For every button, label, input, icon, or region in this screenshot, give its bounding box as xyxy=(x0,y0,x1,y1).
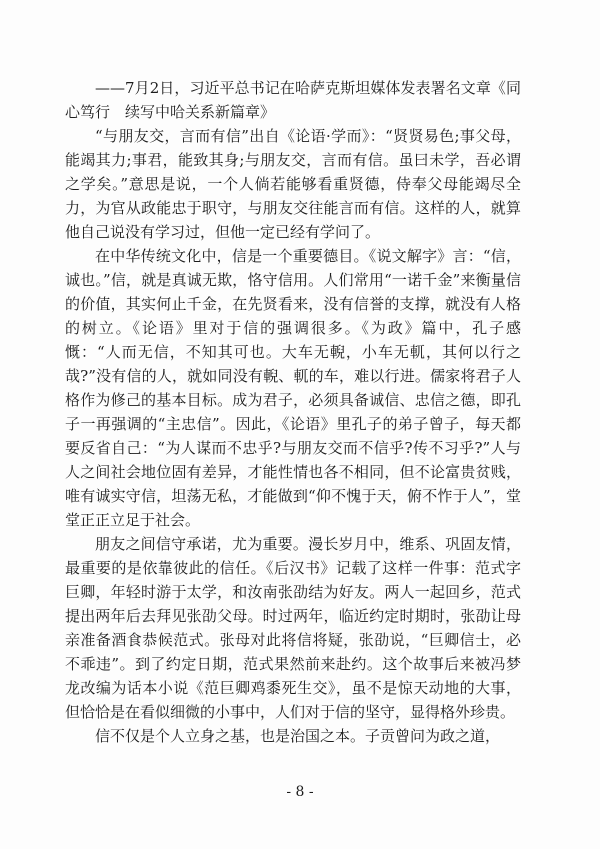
paragraph: “与朋友交，言而有信”出自《论语·学而》：“贤贤易色;事父母，能竭其力;事君，能致其身;与朋友交，言而有信。虽曰未学，吾必谓之学矣。”意思是说，一个人倘若能够看重贤德，侍奉父母能竭尽全力，为官从政能忠于职守，与朋友交往能言而有信。这样的人，就算他自己说没有学习过，但他一定已经有学问了。 xyxy=(65,127,521,241)
paragraph: 信不仅是个人立身之基，也是治国之本。子贡曾问为政之道， xyxy=(95,727,501,745)
paragraph: 朋友之间信守承诺，尤为重要。漫长岁月中，维系、巩固友情，最重要的是依靠彼此的信任。《后汉书》记载了这样一件事：范式字巨卿，年轻时游于太学，和汝南张劭结为好友。两人一起回乡，范式提出两年后去拜见张劭父母。时过两年，临近约定时期时，张劭让母亲准备酒食恭候范式。张母对此将信将疑，张劭说，“巨卿信士，必不乖违”。到了约定日期，范式果然前来赴约。这个故事后来被冯梦龙改编为话本小说《范巨卿鸡黍死生交》，虽不是惊天动地的大事，但恰恰是在看似细微的小事中，人们对于信的坚守，显得格外珍贵。 xyxy=(65,535,521,721)
document-body xyxy=(65,76,521,748)
page-number: - 8 - xyxy=(286,784,314,800)
paragraph: 在中华传统文化中，信是一个重要德目。《说文解字》言：“信，诚也。”信，就是真诚无欺，恪守信用。人们常用“一诺千金”来衡量信的价值，其实何止千金，在先贤看来，没有信誉的支撑，就没有人格的树立。《论语》里对于信的强调很多。《为政》篇中，孔子感慨：“人而无信，不知其可也。大车无輗，小车无軏，其何以行之哉?”没有信的人，就如同没有輗、軏的车，难以行进。儒家将君子人格作为修己的基本目标。成为君子，必须具备诚信、忠信之德，即孔子一再强调的“主忠信”。因此，《论语》里孔子的弟子曾子，每天都要反省自己：“为人谋而不忠乎?与朋友交而不信乎?传不习乎?”人与人之间社会地位固有差异，才能性情也各不相同，但不论富贵贫贱，唯有诚实守信，坦荡无私，才能做到“仰不愧于天，俯不怍于人”，堂堂正正立足于社会。 xyxy=(65,247,521,529)
paragraph: ——7月2日，习近平总书记在哈萨克斯坦媒体发表署名文章《同心笃行 续写中哈关系新篇章》 xyxy=(65,79,521,121)
